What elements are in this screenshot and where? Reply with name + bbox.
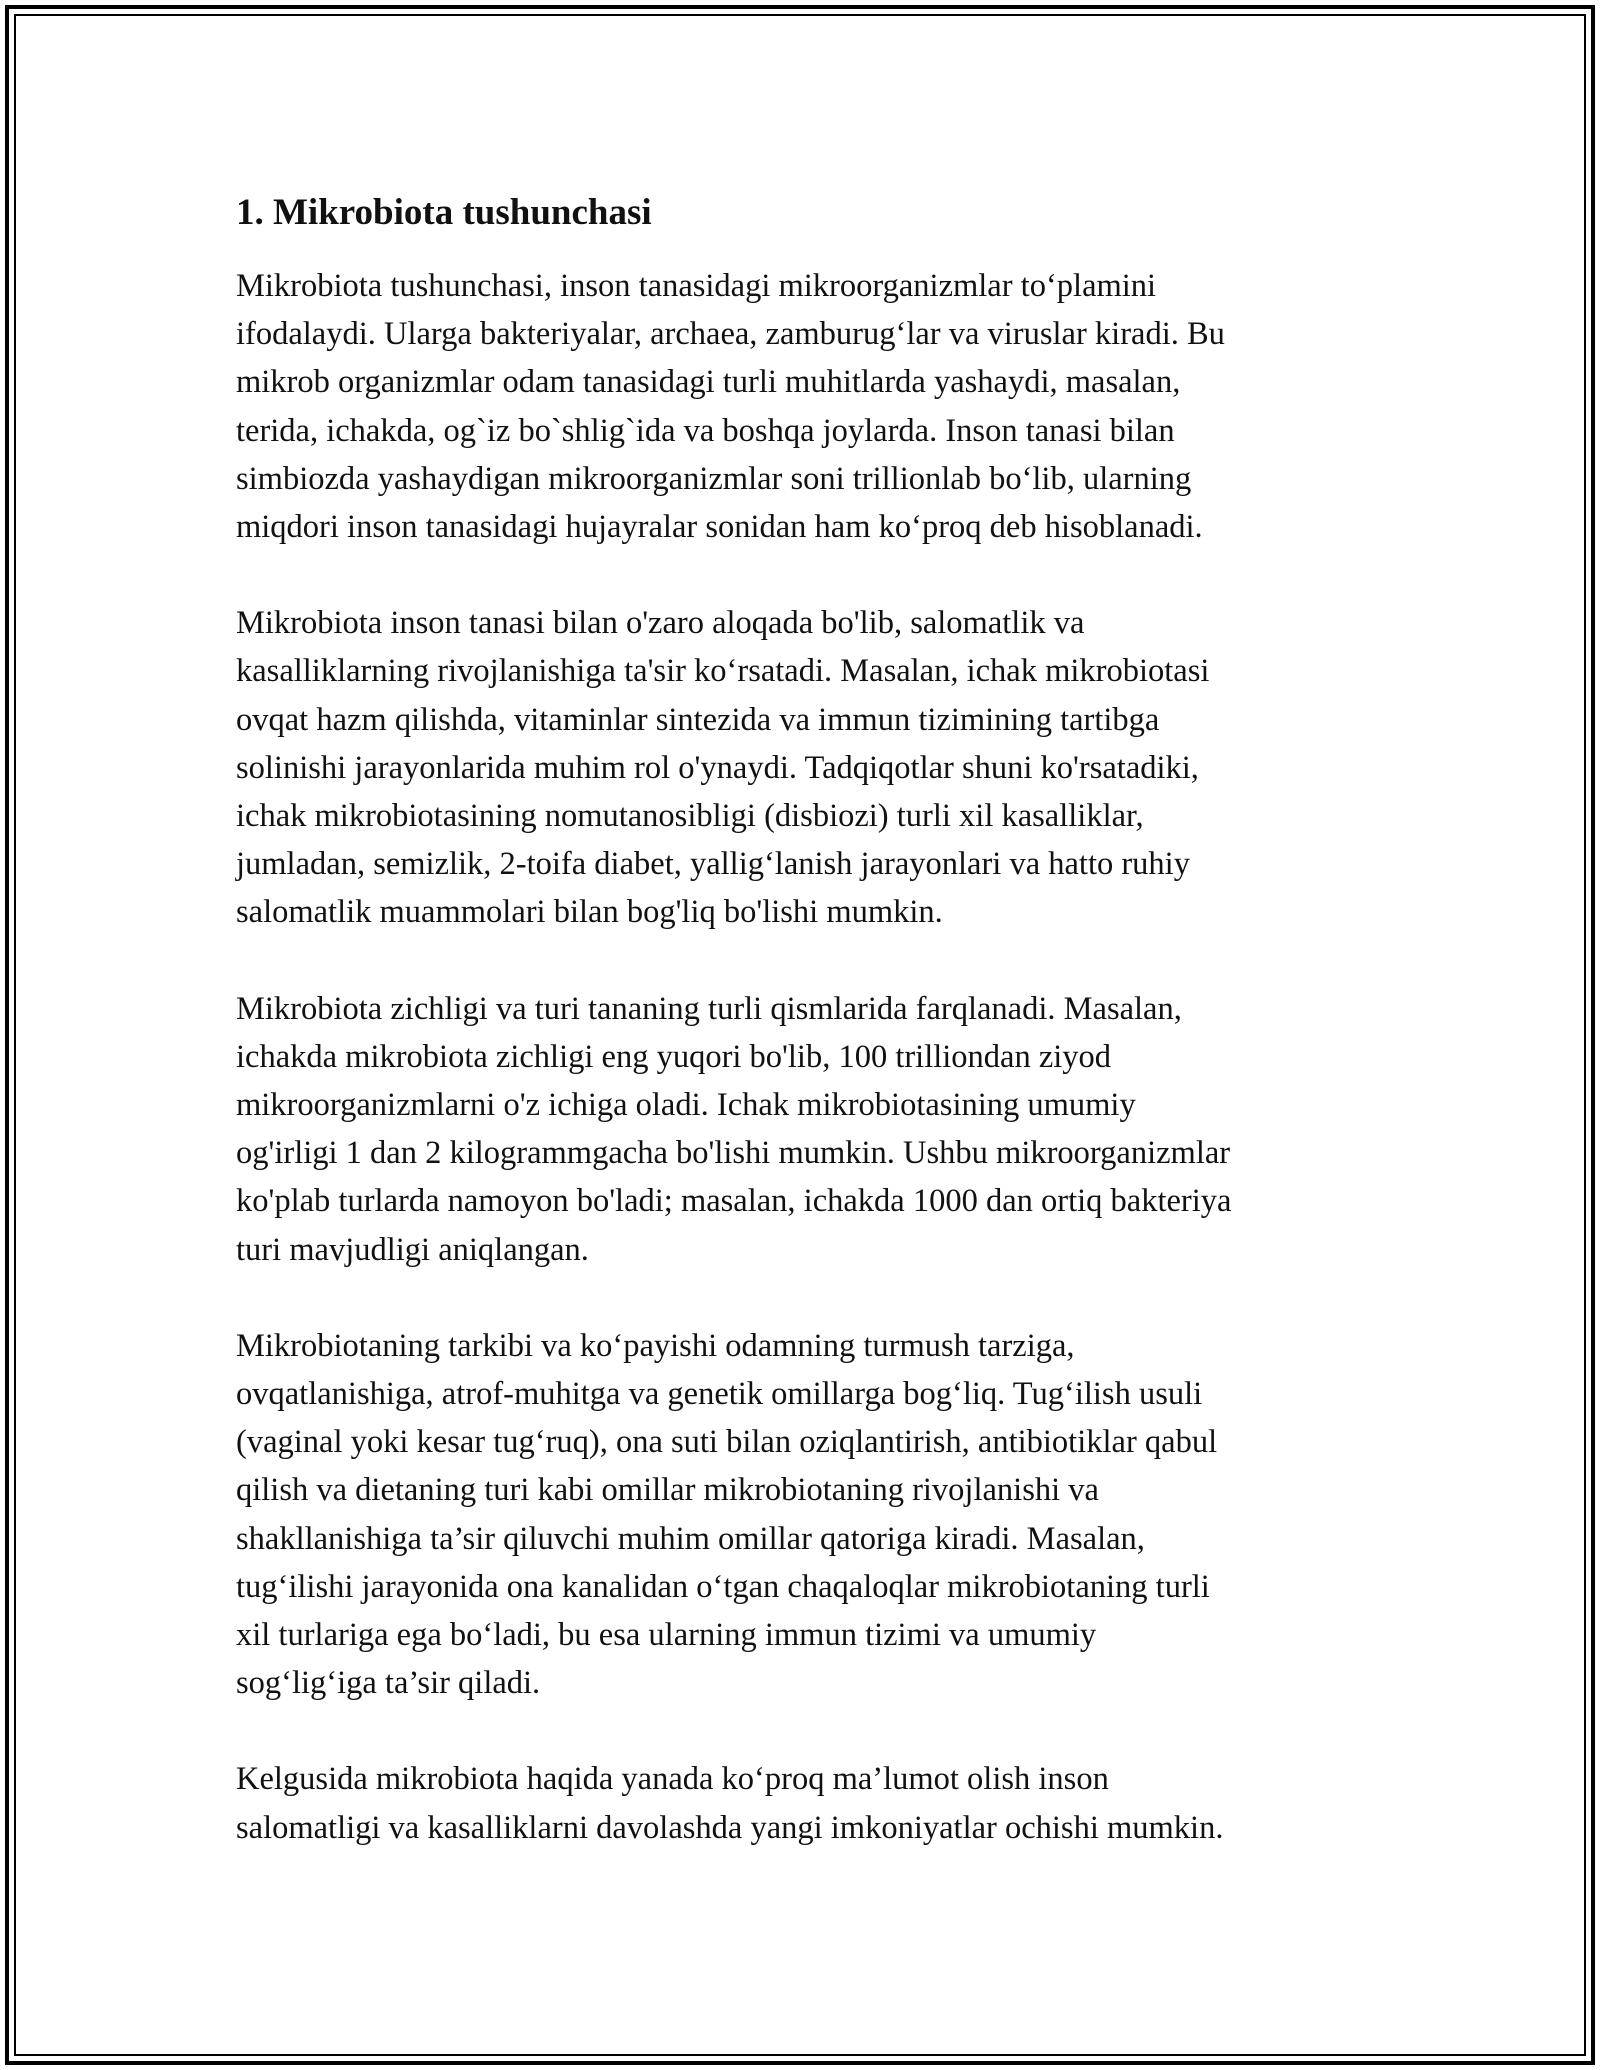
paragraph-4: Mikrobiotaning tarkibi va ko‘payishi odamning turmush tarziga, ovqatlanishiga, atrof-muhitga va genetik omillarga bog‘liq. Tug‘ilish usuli (vaginal yoki kesar tug‘ruq), ona suti bilan oziqlantirish, antibiotiklar qabul qilish va dietaning turi kabi omillar mikrobiotaning rivojlanishi va shakllanishiga ta’sir qiluvchi muhim omillar qatoriga kiradi. Masalan, tug‘ilishi jarayonida ona kanalidan o‘tgan chaqaloqlar mikrobiotaning turli xil turlariga ega bo‘ladi, bu esa ularning immun tizimi va umumiy sog‘lig‘iga ta’sir qiladi.	[236, 1327, 1218, 1702]
paragraph-5: Kelgusida mikrobiota haqida yanada ko‘proq ma’lumot olish inson salomatligi va kasalliklarni davolashda yangi imkoniyatlar ochishi mumkin.	[236, 1761, 1224, 1846]
document-body	[236, 188, 1366, 1900]
paragraph-2: Mikrobiota inson tanasi bilan o'zaro aloqada bo'lib, salomatlik va kasalliklarning rivojlanishiga ta'sir ko‘rsatadi. Masalan, ichak mikrobiotasi ovqat hazm qilishda, vitaminlar sintezida va immun tizimining tartibga solinishi jarayonlarida muhim rol o'ynaydi. Tadqiqotlar shuni ko'rsatadiki, ichak mikrobiotasining nomutanosibligi (disbiozi) turli xil kasalliklar, jumladan, semizlik, 2-toifa diabet, yallig‘lanish jarayonlari va hatto ruhiy salomatlik muammolari bilan bog'liq bo'lishi mumkin.	[236, 605, 1210, 931]
section-heading: 1. Mikrobiota tushunchasi	[236, 192, 652, 233]
paragraph-3: Mikrobiota zichligi va turi tananing turli qismlarida farqlanadi. Masalan, ichakda mikrobiota zichligi eng yuqori bo'lib, 100 trilliondan ziyod mikroorganizmlarni o'z ichiga oladi. Ichak mikrobiotasining umumiy og'irligi 1 dan 2 kilogrammgacha bo'lishi mumkin. Ushbu mikroorganizmlar ko'plab turlarda namoyon bo'ladi; masalan, ichakda 1000 dan ortiq bakteriya turi mavjudligi aniqlangan.	[236, 990, 1232, 1268]
paragraph-1: Mikrobiota tushunchasi, inson tanasidagi mikroorganizmlar to‘plamini ifodalaydi. Ularga bakteriyalar, archaea, zamburug‘lar va viruslar kiradi. Bu mikrob organizmlar odam tanasidagi turli muhitlarda yashaydi, masalan, terida, ichakda, og`iz bo`shlig`ida va boshqa joylarda. Inson tanasi bilan simbiozda yashaydigan mikroorganizmlar soni trillionlab bo‘lib, ularning miqdori inson tanasidagi hujayralar sonidan ham ko‘proq deb hisoblanadi.	[236, 268, 1225, 546]
